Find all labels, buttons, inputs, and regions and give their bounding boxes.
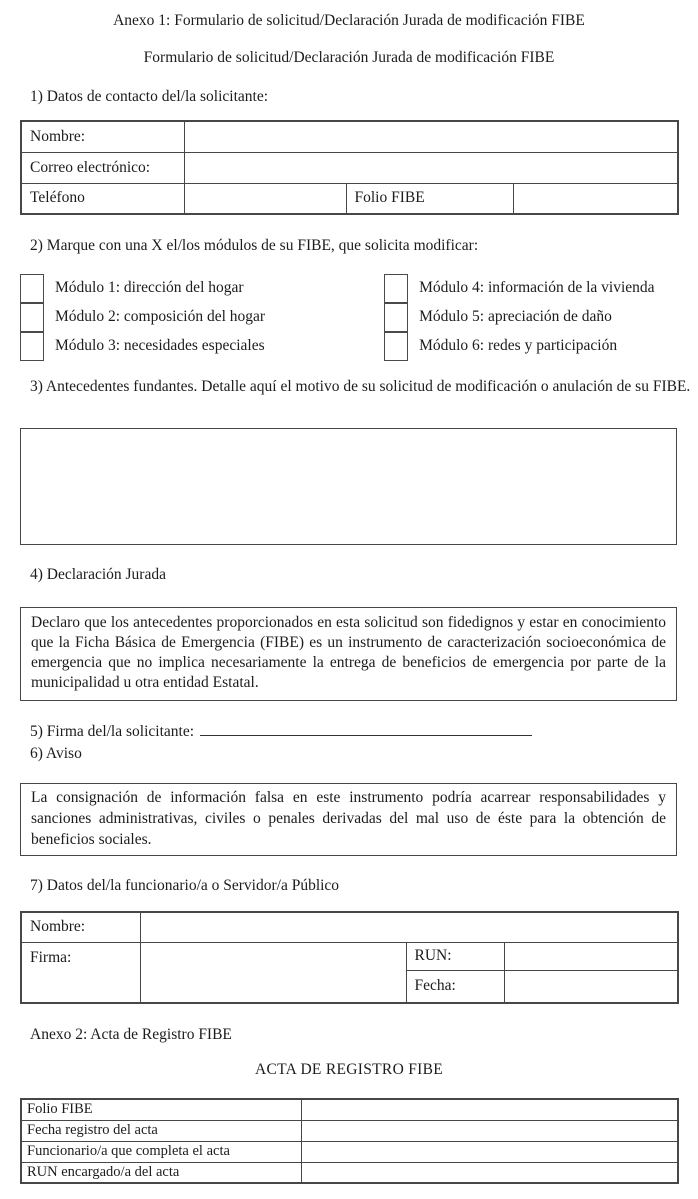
acta-run-label: RUN encargado/a del acta [21, 1162, 301, 1183]
acta-folio-field[interactable] [301, 1099, 678, 1120]
module-1-checkbox[interactable] [20, 274, 44, 303]
section1-heading: 1) Datos de contacto del/la solicitante: [30, 88, 269, 105]
official-nombre-label: Nombre: [21, 912, 140, 942]
modules-left-column [20, 273, 265, 360]
notice-box: La consignación de información falsa en este instrumento podría acarrear responsabilidades y sanciones administrativas, civiles o penales derivadas del mal uso de éste para la obtención de beneficios sociales. [20, 783, 677, 856]
acta-funcionario-label: Funcionario/a que completa el acta [21, 1141, 301, 1162]
table-row [21, 152, 678, 183]
module-5-checkbox[interactable] [384, 303, 408, 332]
acta-fecha-field[interactable] [301, 1120, 678, 1141]
section4-heading: 4) Declaración Jurada [30, 566, 166, 583]
table-row [21, 121, 678, 152]
table-row [21, 1141, 678, 1162]
folio-label: Folio FIBE [346, 183, 513, 214]
annex1-title: Anexo 1: Formulario de solicitud/Declaración Jurada de modificación FIBE [113, 12, 585, 29]
firma-field[interactable] [140, 942, 406, 1003]
section3-heading: 3) Antecedentes fundantes. Detalle aquí el motivo de su solicitud de modificación o anulación de su FIBE. [30, 378, 691, 395]
table-row [21, 912, 678, 942]
section6-heading: 6) Aviso [30, 745, 82, 762]
declaration-box: Declaro que los antecedentes proporcionados en esta solicitud son fidedignos y estar en conocimiento que la Ficha Básica de Emergencia (FIBE) es un instrumento de caracterización socioeconómica de emergencia que no implica necesariamente la entrega de beneficios de emergencia por parte de la municipalidad u otra entidad Estatal. [20, 607, 677, 701]
module-1-row [20, 273, 265, 302]
section2-heading: 2) Marque con una X el/los módulos de su FIBE, que solicita modificar: [30, 237, 479, 254]
table-row [21, 1099, 678, 1120]
acta-funcionario-field[interactable] [301, 1141, 678, 1162]
module-3-row [20, 331, 265, 360]
module-2-checkbox[interactable] [20, 303, 44, 332]
acta-table [20, 1098, 679, 1184]
acta-folio-label: Folio FIBE [21, 1099, 301, 1120]
table-row [21, 1162, 678, 1183]
module-6-label: Módulo 6: redes y participación [419, 336, 618, 354]
fecha-field[interactable] [504, 970, 678, 1003]
module-4-row [384, 273, 654, 302]
acta-run-field[interactable] [301, 1162, 678, 1183]
table-row [21, 183, 678, 214]
module-2-row [20, 302, 265, 331]
fecha-label: Fecha: [406, 970, 504, 1003]
table-row [21, 942, 678, 970]
module-4-checkbox[interactable] [384, 274, 408, 303]
table-row [21, 1120, 678, 1141]
module-2-label: Módulo 2: composición del hogar [55, 307, 266, 325]
module-6-checkbox[interactable] [384, 332, 408, 361]
antecedentes-textarea[interactable] [20, 428, 677, 545]
telefono-label: Teléfono [21, 183, 184, 214]
folio-field[interactable] [513, 183, 678, 214]
correo-field[interactable] [184, 152, 678, 183]
firma-label: Firma: [21, 942, 140, 1003]
nombre-field[interactable] [184, 121, 678, 152]
nombre-label: Nombre: [21, 121, 184, 152]
document-page [0, 12, 698, 1184]
modules-right-column [384, 273, 654, 360]
module-1-label: Módulo 1: dirección del hogar [55, 278, 244, 296]
module-5-row [384, 302, 654, 331]
correo-label: Correo electrónico: [21, 152, 184, 183]
acta-fecha-label: Fecha registro del acta [21, 1120, 301, 1141]
official-nombre-field[interactable] [140, 912, 678, 942]
module-6-row [384, 331, 654, 360]
module-5-label: Módulo 5: apreciación de daño [419, 307, 612, 325]
form-title: Formulario de solicitud/Declaración Jurada de modificación FIBE [143, 49, 555, 66]
official-data-table [20, 911, 679, 1004]
module-3-label: Módulo 3: necesidades especiales [55, 336, 265, 354]
run-label: RUN: [406, 942, 504, 970]
signature-and-notice-headings [30, 721, 698, 765]
signature-field[interactable] [200, 722, 532, 736]
acta-title: ACTA DE REGISTRO FIBE [254, 1061, 444, 1078]
contact-table [20, 120, 679, 215]
section5-heading: 5) Firma del/la solicitante: [30, 723, 194, 740]
module-3-checkbox[interactable] [20, 332, 44, 361]
modules-section [20, 273, 698, 360]
module-4-label: Módulo 4: información de la vivienda [419, 278, 655, 296]
section5-line [30, 721, 698, 743]
annex2-heading: Anexo 2: Acta de Registro FIBE [30, 1026, 232, 1043]
run-field[interactable] [504, 942, 678, 970]
section7-heading: 7) Datos del/la funcionario/a o Servidor/a Público [30, 877, 340, 894]
telefono-field[interactable] [184, 183, 346, 214]
